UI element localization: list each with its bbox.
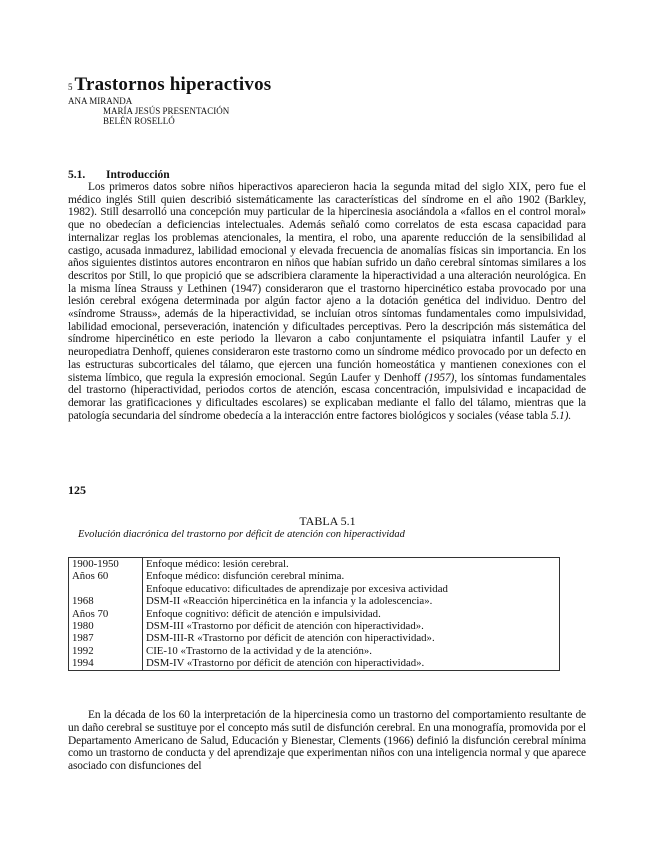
paragraph1-text-b: los síntomas fundamentales del trastorno (hiperactividad, periodos cortos de atención, escasa concentración, impulsividad e incapacidad de demorar las gratificaciones y dificultades escolares) se explicaban mediante el fallo del tálamo, mientras que la patología secundaria del síndrome obedecía a la interacción entre factores biológicos y sociales (véase tabla (68, 371, 586, 422)
chapter-title: Trastornos hiperactivos (74, 74, 272, 95)
table-year-cell: 1992 (72, 644, 94, 657)
table-year-cell: 1980 (72, 619, 94, 632)
paragraph1-italic-year: (1957), (424, 371, 457, 384)
second-paragraph (68, 709, 586, 773)
table-year-cell (72, 583, 139, 595)
table-year-cell: Años 70 (72, 607, 109, 620)
table-year-column (69, 558, 143, 671)
table-desc-cell: DSM-III «Trastorno por déficit de atención con hiperactividad». (146, 619, 424, 632)
table-desc-cell: Enfoque médico: disfunción cerebral mínima. (146, 570, 345, 583)
table-year-cell: 1968 (72, 595, 94, 608)
table-description-column (143, 558, 560, 671)
table-caption: Evolución diacrónica del trastorno por déficit de atención con hiperactividad (78, 529, 405, 540)
section-number: 5.1. (68, 169, 86, 181)
paragraph2-text: En la década de los 60 la interpretación de la hipercinesia como un trastorno del comportamiento resultante de un daño cerebral se sustituye por el concepto más sutil de disfunción cerebral. En una monografía, promovida por el Departamento Americano de Salud, Educación y Bienestar, Clements (1966) definió la disfunción cerebral mínima como un trastorno de conducta y del aprendizaje que experimentan niños con una inteligencia normal y que aparece asociado con disfunciones del (68, 709, 586, 773)
section-heading (68, 169, 170, 181)
table-year-cell: 1900-1950 (72, 558, 119, 570)
table-desc-cell: CIE-10 «Trastorno de la actividad y de la atención». (146, 644, 372, 657)
table-year-cell: 1994 (72, 657, 94, 670)
paragraph1-italic-table-ref: 5.1). (550, 409, 572, 422)
page-number: 125 (68, 483, 86, 497)
table-row (69, 558, 560, 671)
author-1: ANA MIRANDA (68, 96, 133, 106)
paragraph1-text-a: Los primeros datos sobre niños hiperactivos aparecieron hacia la segunda mitad del siglo XIX, pero fue el médico inglés Still quien describió sistemáticamente las características del síndrome en el año 1902 (Barkley, 1982). Still desarrolló una concepción muy particular de la hipercinesia asociándola a «fallos en el control moral» que no obedecían a deficiencias intelectuales. Además señaló como correlatos de esta escasa capacidad para internalizar reglas los problemas atencionales, la mentira, el robo, una aparente reducción de la sensibilidad al castigo, acusada inmadurez, labilidad emocional y elevada frecuencia de anomalías físicas sin importancia. En los años siguientes distintos autores encontraron en niños que habían sufrido un daño cerebral síntomas similares a los descritos por Still, lo que propició que se adscribiera claramente la hiperactividad a una alteración neurológica. En la misma línea Strauss y Lethinen (1947) consideraron que el trastorno hipercinético estaba provocado por una lesión cerebral exógena determinada por algún factor ajeno a la dotación genética del individuo. Dentro del «síndrome Strauss», además de la hiperactividad, se incluían otros síntomas fundamentales como impulsividad, labilidad emocional, perseveración, inatención y dificultades perceptivas. Pero la descripción más sistemática del síndrome hipercinético en este periodo la llevaron a cabo conjuntamente el psiquiatra infantil Laufer y el neuropediatra Denhoff, quienes consideraron este trastorno como un síndrome médico provocado por un defecto en las estructuras subcorticales del tálamo, que ejercen una función homeostática y mantienen conexiones con el sistema límbico, que regula la expresión emocional. Según Laufer y Denhoff (68, 181, 586, 384)
evolution-table (68, 557, 560, 671)
table-desc-cell: Enfoque cognitivo: déficit de atención e impulsividad. (146, 607, 381, 620)
table-title: TABLA 5.1 (299, 514, 356, 528)
chapter-heading (68, 74, 271, 96)
author-3: BELÉN ROSELLÓ (103, 116, 175, 126)
table-desc-cell: Enfoque educativo: dificultades de aprendizaje por excesiva actividad (146, 582, 448, 595)
table-year-cell: 1987 (72, 632, 94, 645)
chapter-number: 5 (68, 82, 73, 92)
table-desc-cell: DSM-III-R «Trastorno por déficit de atención con hiperactividad». (146, 632, 435, 645)
section-title: Introducción (106, 169, 170, 181)
table-desc-cell: DSM-II «Reacción hipercinética en la infancia y la adolescencia». (146, 595, 433, 608)
intro-paragraph (68, 181, 586, 422)
table-desc-cell: DSM-IV «Trastorno por déficit de atención con hiperactividad». (146, 657, 425, 670)
table-year-cell: Años 60 (72, 570, 109, 583)
table-desc-cell: Enfoque médico: lesión cerebral. (146, 558, 289, 570)
author-2: MARÍA JESÚS PRESENTACIÓN (103, 106, 230, 116)
